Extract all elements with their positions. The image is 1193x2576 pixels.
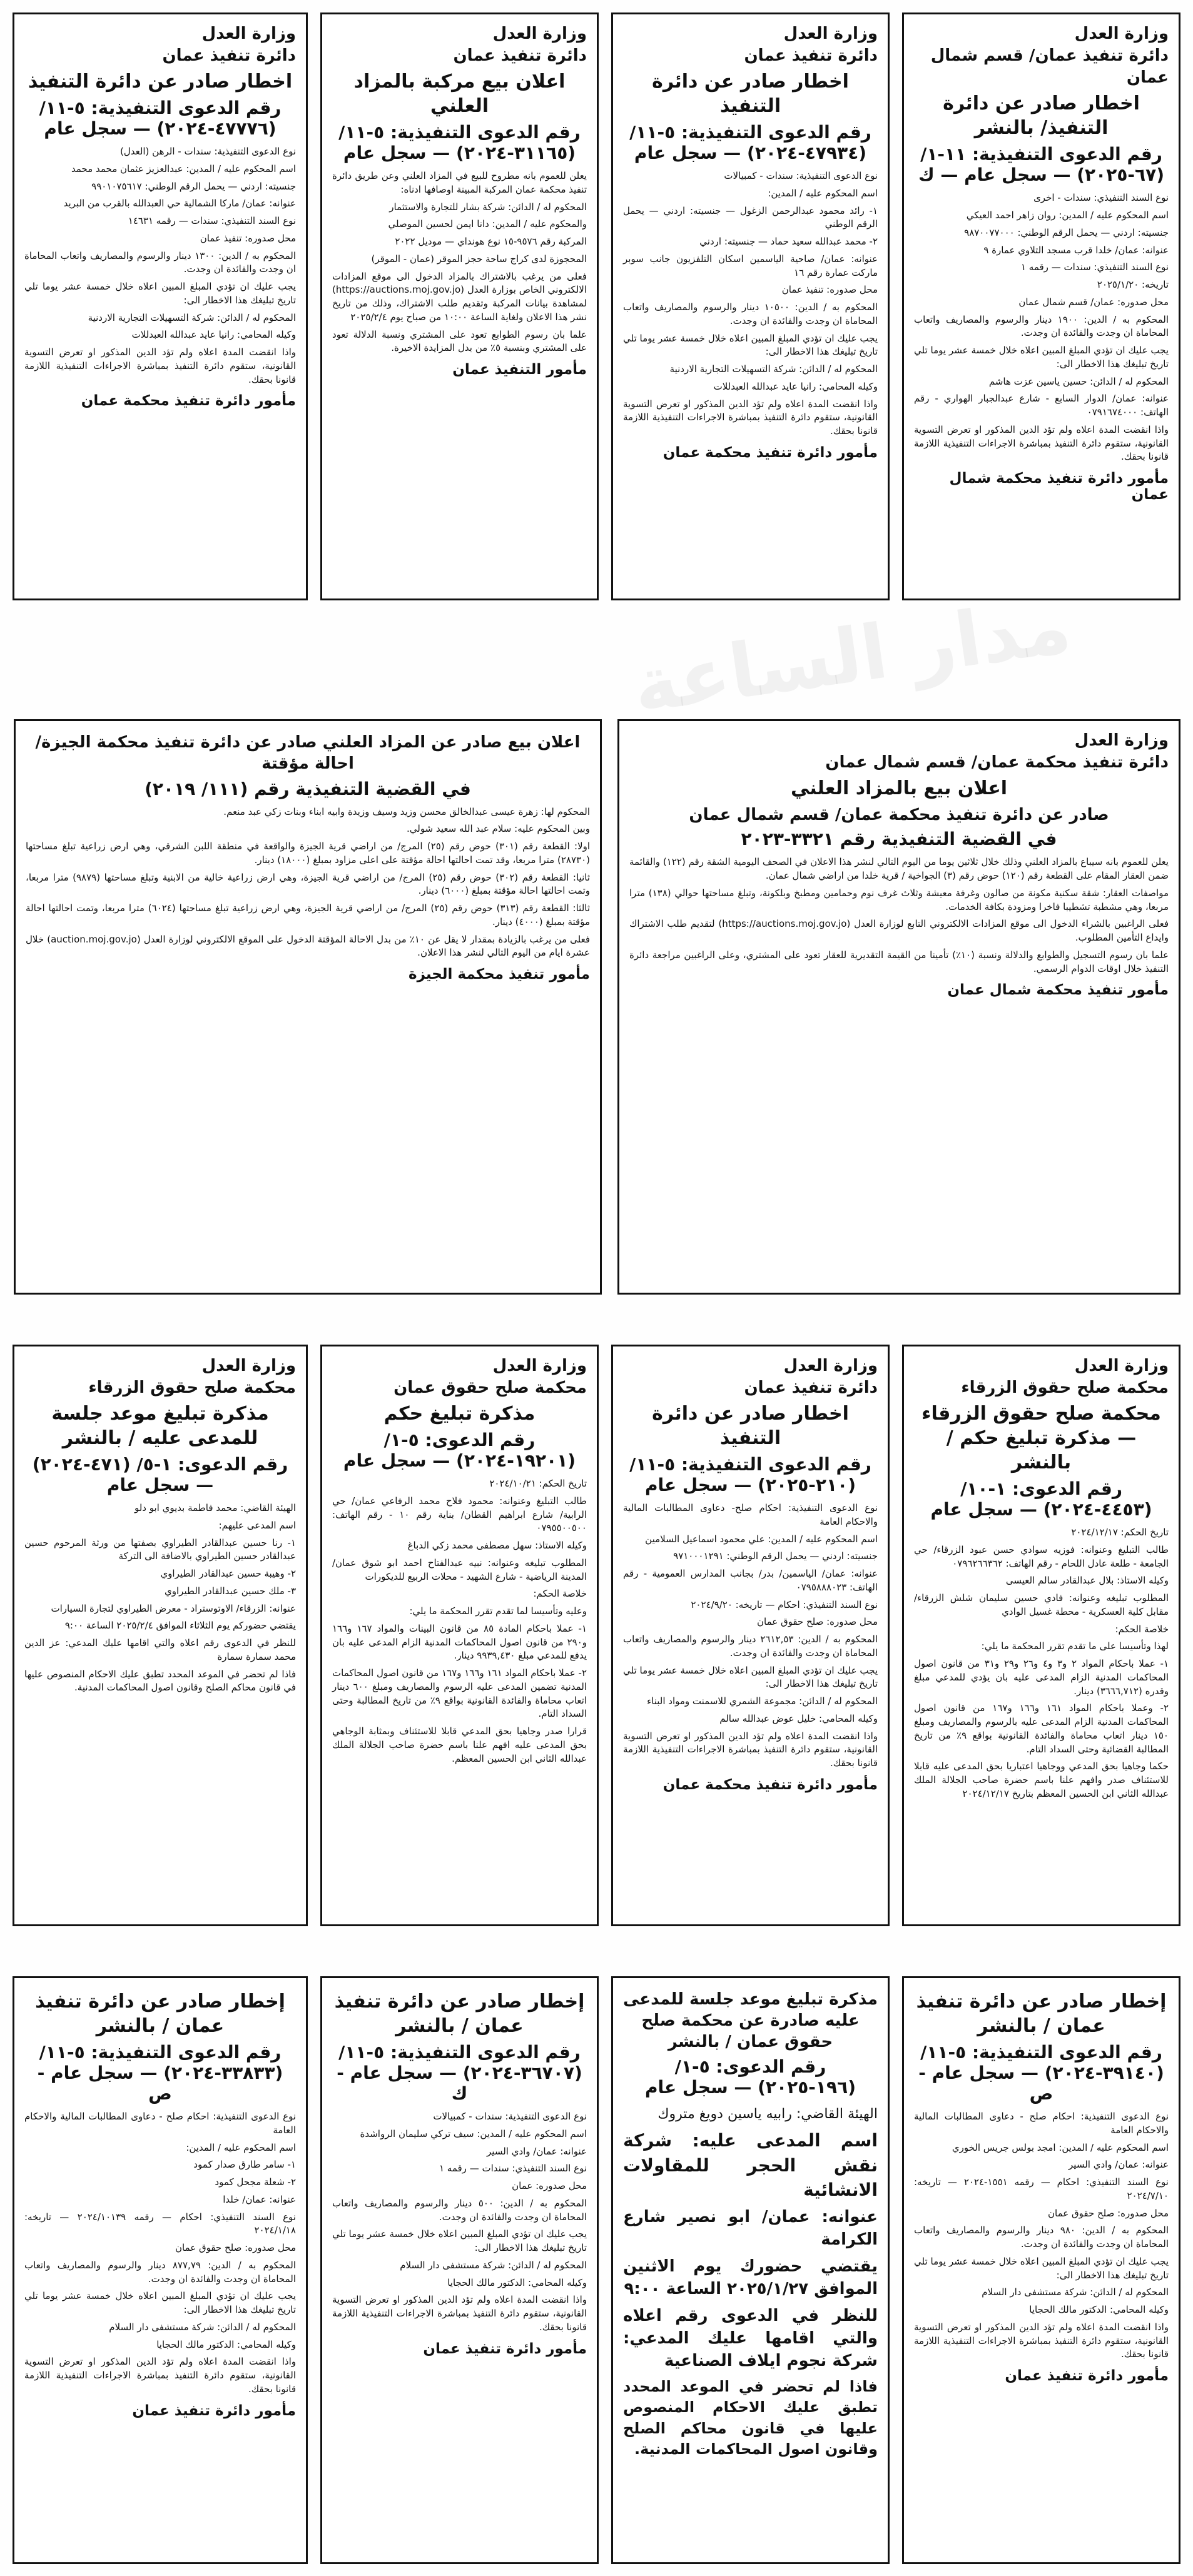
case-number: رقم الدعوى التنفيذية: ٥-١١/ (٤٧٩٣٤-٢٠٢٤) — سجل عام [629,122,871,164]
case-number: في القضية التنفيذية رقم ٣٣٢١-٢٠٢٣ [741,829,1057,850]
body-line: وبين المحكوم عليه: سلام عبد الله سعيد شولي. [407,823,590,835]
body-line: يعلن للعموم بانه مطروح للبيع في المزاد العلني وعن طريق دائرة تنفيذ محكمة عمان المركبة المبينة اوصافها ادناه: [332,170,587,195]
body-line: قرارا صدر وجاهيا بحق المدعي قابلا للاستئناف وبمثابة الوجاهي بحق المدعى عليه افهم علنا باسم حضرة صاحب الجلالة الملك عبدالله الثاني ابن الحسين المعظم. [332,1725,587,1764]
body-line: عنوانه: عمان/ ماركا الشمالية حي العبدالله بالقرب من البريد [63,198,296,210]
body-line: فعلى من يرغب بالاشتراك بالمزاد الدخول الى موقع المزادات الالكتروني الخاص بوزارة العدل (https://auctions.moj.gov.jo) لمشاهدة بيانات المركبة وتقديم طلب الاشتراك، وذلك من تاريخ نشر هذا الاعلان ولغاية الساعة ١٠:٠٠ من صباح يوم ٢٠٢٥/٢/٤ [332,270,587,323]
notice-title: محكمة صلح حقوق الزرقاء — مذكرة تبليغ حكم / بالنشر [921,1403,1161,1474]
body-line: طالب التبليغ وعنوانه: محمود فلاح محمد الرفاعي عمان/ حي الرابية/ شارع ابراهيم القطان/ بناية رقم ١٠ - رقم الهاتف: ٠٧٩٥٥٠٠٥٠٠ [332,1495,587,1534]
body-line: جنسيته: اردني — يحمل الرقم الوطني: ٩٧١٠٠٠١٢٩١ [673,1550,878,1562]
notice-title: مذكرة تبليغ موعد جلسة للمدعى عليه صادرة عن محكمة صلح حقوق عمان / بالنشر [623,1990,878,2051]
ministry: وزارة العدل [783,24,878,43]
body-line: المحكوم به / الدين: ١٩٠٠ دينار والرسوم والمصاريف واتعاب المحاماة ان وجدت والفائدة ان وجدت. [914,313,1169,339]
notice-title: إخطار صادر عن دائرة تنفيذ عمان / بالنشر [334,1991,585,2037]
body-line: فعلى الراغبين بالشراء الدخول الى موقع المزادات الالكتروني التابع لوزارة العدل (https://auctions.moj.gov.jo) لتقديم طلب الاشتراك وايداع التأمين المطلوب. [629,918,1169,944]
body-line: ثالثا: القطعة رقم (٣١٣) حوض رقم (٢٥) المرج/ من اراضي قرية الجيزة، وهي ارض زراعية تبلغ مساحتها (٦٠٢٤) مترا مربعا، وتمت احالتها احالة مؤقتة بمبلغ (٤٠٠٠) دينار. [26,902,591,927]
body-line: المطلوب تبليغه وعنوانه: فادي حسين سليمان شلش الزرقاء/ مقابل كلية العسكرية - محطة غسيل الوادي [914,1592,1169,1617]
notice-r2-1 [617,719,1180,1295]
body-line: وكيله الاستاذ: بلال عبدالقادر سالم العيسى [1005,1575,1169,1587]
body-line: لهذا وتأسيسا على ما تقدم تقرر المحكمة ما يلي: [981,1640,1169,1652]
case-number: رقم الدعوى التنفيذية: ٥-١١/ (٣٦٧٠٧-٢٠٢٤) — سجل عام - ك [337,2042,582,2104]
body-line: عنوانه: الزرقاء/ الاوتوستراد - معرض الطيراوي لتجارة السيارات [51,1602,296,1614]
body-line: يجب عليك ان تؤدي المبلغ المبين اعلاه خلال خمسة عشر يوما تلي تاريخ تبليغك هذا الاخطار الى: [332,2228,587,2253]
body-line: نوع الدعوى التنفيذية: احكام صلح - دعاوى المطالبات المالية والاحكام العامة [24,2111,296,2136]
ministry: وزارة العدل [492,24,587,43]
body-line: المحكوم له / الدائن: حسين ياسين عزت هاشم [988,375,1169,387]
body-line: عنوانه: عمان/ خلدا قرب مسجد التلاوي عمارة ٩ [983,244,1169,256]
body-line: عنوانه: عمان/ خلدا [223,2193,296,2205]
body-line: المحكوم له / الدائن: شركة التسهيلات التجارية الاردنية [88,311,296,323]
department: دائرة تنفيذ عمان [744,46,878,66]
body-line: الهيئة القاضي: محمد فاطمة بديوي ابو دلو [134,1502,296,1514]
signature: مأمور دائرة تنفيذ عمان [423,2340,587,2357]
body-line: المحكوم له / الدائن: شركة مستشفى دار السلام [982,2286,1169,2298]
notice-title: اعلان بيع بالمزاد العلني [790,777,1008,800]
body-line: المحكوم به / الدين: ١٣٠٠ دينار والرسوم والمصاريف واتعاب المحاماة ان وجدت والفائدة ان وجدت. [24,250,297,275]
notice-title: مذكرة تبليغ حكم [383,1403,536,1425]
department: دائرة تنفيذ عمان [453,46,587,66]
body-line: ٢- عملا باحكام المواد ١٦١ و١٦٦ و١٦٧ من قانون اصول المحاكمات المدنية تضمين المدعى عليه الرسوم والمصاريف ومبلغ ٦٠٠ دينار اتعاب محاماة والفائدة القانونية بواقع ٩٪ من تاريخ المطالبة وحتى السداد التام. [332,1667,587,1720]
notice-title: إخطار صادر عن دائرة تنفيذ عمان / بالنشر [35,1991,285,2037]
notice-title: اخطار صادر عن دائرة التنفيذ [652,1403,849,1450]
body-line: وكيله المحامي: الدكتور مالك الحجايا [156,2338,296,2350]
body-line: اسم المحكوم عليه / المدين: امجد بولس جريس الخوري [952,2141,1169,2153]
case-number: رقم الدعوى التنفيذية: ٥-١١/ (٣٩١٤٠-٢٠٢٤) — سجل عام - ص [918,2042,1164,2104]
body-line: محل صدوره: صلح حقوق عمان [175,2242,296,2253]
notice-r1-4 [13,13,308,600]
body-line: نوع السند التنفيذي: احكام — رقمه ٢٠٢٤/١٠١٣٩ — تاريخه: ٢٠٢٤/١/١٨ [24,2211,296,2236]
notice-r3-3 [320,1345,599,1926]
body-line: محل صدوره: صلح حقوق عمان [756,1616,878,1628]
body-line: اسم المدعى عليهم: [218,1519,296,1531]
body-line: نوع السند التنفيذي: احكام — تاريخه: ٢٠٢٤/٩/٢٠ [691,1599,878,1610]
notice-r4-1 [902,1976,1180,2564]
body-line: ١- عملا باحكام المادة ٨٥ من قانون البينات والمواد ١٦٧ و١٦٦ و٢٩٠ من قانون اصول المحاكمات المدنية الزام المدعى عليه بان يدفع للمدعي مبلغ ٩٩٣٩,٤٣٠ دينار. [332,1622,587,1662]
body-line: واذا انقضت المدة اعلاه ولم تؤد الدين المذكور او تعرض التسوية القانونية، ستقوم دائرة التنفيذ بمباشرة الاجراءات التنفيذية اللازمة قانونا بحقك. [914,423,1169,463]
body-line: اسم المدعى عليه: شركة نقش الحجر للمقاولات الانشائية [623,2130,878,2200]
body-line: عنوانه: عمان/ وادي السير [487,2145,587,2157]
notice-r1-3 [320,13,599,600]
body-line: المحكوم له / الدائن: شركة بشار للتجارة والاستثمار [389,201,587,213]
body-line: واذا انقضت المدة اعلاه ولم تؤد الدين المذكور او تعرض التسوية القانونية، ستقوم دائرة التنفيذ بمباشرة الاجراءات التنفيذية اللازمة قانونا بحقك. [623,398,878,437]
ministry: وزارة العدل [492,1356,587,1375]
department: محكمة صلح حقوق عمان [393,1378,587,1398]
body-line: يجب عليك ان تؤدي المبلغ المبين اعلاه خلال خمسة عشر يوما تلي تاريخ تبليغك هذا الاخطار الى: [24,2290,296,2315]
department: دائرة تنفيذ محكمة عمان/ قسم شمال عمان [825,753,1169,772]
body-line: يجب عليك ان تؤدي المبلغ المبين اعلاه خلال خمسة عشر يوما تلي تاريخ تبليغك هذا الاخطار الى: [914,2255,1169,2281]
signature: مأمور دائرة تنفيذ محكمة عمان [662,1776,878,1793]
body-line: ١- عملا باحكام المواد ٢ و٣ و٤ و٢٦ و٢٩ و٣١ من قانون اصول المحاكمات المدنية الزام المدعى عليه بان يؤدي للمدعي مبلغ وقدره (٣٦٦٦,٧١٢) دينار. [914,1658,1169,1697]
body-line: محل صدوره: تنفيذ عمان [200,232,296,244]
body-line: اسم المحكوم عليه / المدين: روان زاهر احمد العيكي [966,210,1169,221]
body-line: نوع الدعوى التنفيذية: سندات - كمبيالات [724,170,878,182]
body-line: محل صدوره: صلح حقوق عمان [1047,2207,1169,2219]
notice-r4-3 [320,1976,599,2564]
department: دائرة تنفيذ عمان [162,46,296,66]
ministry: وزارة العدل [1074,1356,1169,1375]
body-line: عنوانه: عمان/ صاحية الياسمين اسكان التلفزيون جانب سوبر ماركت عمارة رقم ١٦ [623,253,878,278]
signature: مأمور دائرة تنفيذ عمان [1005,2368,1169,2384]
body-line: يقتضي حضوركم يوم الثلاثاء الموافق ٢٠٢٥/٢/٤ الساعة ٩:٠٠ [64,1620,296,1632]
case-number: رقم الدعوى التنفيذية: ٥-١١/ (٤٧٧٧٦-٢٠٢٤) — سجل عام [39,98,282,139]
body-line: اولا: القطعة رقم (٣٠١) حوض رقم (٢٥) المرج/ من اراضي قرية الجيزة والواقعة في منطقة اللبن الشرقي، وهي ارض زراعية تبلغ مساحتها (٢٨٧٣٠) مترا مربعا، وقد تمت احالتها احالة مؤقتة على اعلى مزاود بمبلغ (١٨٠٠٠) دينار. [26,841,591,866]
body-line: تاريخ الحكم: ٢٠٢٤/١٠/٢١ [489,1478,587,1490]
department: دائرة تنفيذ عمان [744,1378,878,1398]
body-line: الهيئة القاضي: رابيه ياسين دويغ متروك [657,2106,878,2123]
body-line: علما بان رسوم التسجيل والطوابع والدلالة ونسبة (١٠٪) تأمينا من القيمة التقديرية للعقار تعود على المشتري، وعلى الراغبين مراجعة دائرة التنفيذ خلال اوقات الدوام الرسمي. [629,949,1169,974]
body-line: علما بان رسوم الطوابع تعود على المشتري ونسبة الدلالة تعود على المشتري وبنسبة ٥٪ من بدل المزايدة الاخيرة. [332,328,587,354]
body-line: المحكوم له / الدائن: شركة مستشفى دار السلام [109,2321,296,2333]
body-line: تاريخ الحكم: ٢٠٢٤/١٢/١٧ [1071,1527,1169,1538]
ministry: وزارة العدل [1074,731,1169,750]
body-line: وكيله المحامي: رانيا عايد عبدالله العبدللات [131,329,296,341]
signature: مأمور دائرة تنفيذ محكمة شمال عمان [949,470,1169,503]
case-number: رقم الدعوى: ٥-١/ (١٩٦-٢٠٢٥) — سجل عام [645,2056,856,2098]
body-line: محل صدوره: عمان [512,2180,587,2191]
case-number: رقم الدعوى: ٥-١/ (١٩٢٠١-٢٠٢٤) — سجل عام [343,1430,576,1472]
body-line: المطلوب تبليغه وعنوانه: نبيه عبدالفتاح احمد ابو شوق عمان/ المدينة الرياضية - شارع الشهيد - محلات الربيع للديكورات [332,1557,587,1582]
body-line: نوع السند التنفيذي: احكام — رقمه ١٥٥١-٢٠٢٤ — تاريخه: ٢٠٢٤/٧/١٠ [914,2176,1169,2201]
body-line: طالب التبليغ وعنوانه: فوزيه سوادي حسن عبود الزرقاء/ حي الجامعة - طلعة عادل اللحام - رقم الهاتف: ٠٧٩٦٢٦٦٣٦٢ [914,1543,1169,1569]
body-line: ٢- وهيبة حسين عبدالقادر الطيراوي [160,1568,296,1580]
notice-r3-2 [611,1345,890,1926]
body-line: نوع الدعوى التنفيذية: احكام صلح- دعاوى المطالبات المالية والاحكام العامة [623,1502,878,1527]
body-line: تاريخه: ٢٠٢٥/١/٢٠ [1097,279,1169,291]
body-line: وكيله الاستاذ: سهل مصطفى محمد زكي الدباغ [407,1540,587,1552]
signature: مأمور دائرة تنفيذ محكمة عمان [662,444,878,461]
body-line: فاذا لم تحضر في الموعد المحدد تطبق عليك الاحكام المنصوص عليها في قانون محاكم الصلح وقانون اصول المحاكمات المدنية. [24,1668,296,1694]
body-line: وكيله المحامي: رانيا عايد عبدالله العبدللات [713,380,878,392]
body-line: عنوانه: عمان/ ابو نصير شارع الكرامة [623,2207,878,2250]
body-line: واذا انقضت المدة اعلاه ولم تؤد الدين المذكور او تعرض التسوية القانونية، ستقوم دائرة التنفيذ بمباشرة الاجراءات التنفيذية اللازمة قانونا بحقك. [914,2321,1169,2360]
body-line: والمحكوم عليه / المدين: دانا ايمن لحسين الموصلي [388,218,587,230]
body-line: يجب عليك ان تؤدي المبلغ المبين اعلاه خلال خمسة عشر يوما تلي تاريخ تبليغك هذا الاخطار الى: [623,1664,878,1690]
department: دائرة تنفيذ عمان/ قسم شمال عمان [930,46,1169,88]
body-line: مواصفات العقار: شقة سكنية مكونة من صالون وغرفة معيشة وثلاث غرف نوم وحمامين ومطبخ وبلكونة، وتبلغ مساحتها حوالي (١٣٨) مترا مربعا، وهي مشطبة تشطيبا فاخرا ومزودة بكافة الخدمات. [629,887,1169,912]
body-line: ثانيا: القطعة رقم (٣٠٢) حوض رقم (٢٥) المرج/ من اراضي قرية الجيزة، وهي ارض زراعية خالية من الابنية وتبلغ مساحتها (٩٨٧٩) مترا مربعا، وتمت احالتها احالة مؤقتة بمبلغ (٦٠٠٠) دينار. [26,871,590,897]
body-line: ٢- وعملا باحكام المواد ١٦١ و١٦٦ و١٦٧ من قانون اصول المحاكمات المدنية الزام المدعى عليه بالرسوم والمصاريف ومبلغ ١٥٠ دينار اتعاب محاماة والفائدة القانونية بواقع ٩٪ من تاريخ المطالبة القضائية وحتى السداد التام. [914,1702,1169,1755]
body-line: وكيله المحامي: الدكتور مالك الحجايا [447,2276,587,2288]
body-line: ١- سامر طارق صدار كمود [193,2159,296,2171]
case-number: رقم الدعوى التنفيذية: ٥-١١/ (٣١١٦٥-٢٠٢٤) — سجل عام [338,122,581,164]
signature: مأمور دائرة تنفيذ محكمة عمان [81,393,296,410]
case-number: رقم الدعوى التنفيذية: ٥-١١/ (٣٣٨٣٣-٢٠٢٤) — سجل عام - ص [37,2042,283,2104]
ministry: وزارة العدل [201,24,296,43]
body-line: ٣- ملك حسين عبدالقادر الطيراوي [165,1585,296,1597]
case-number: رقم الدعوى: ١-٥/ (٤٧١-٢٠٢٤) — سجل عام [32,1454,288,1496]
watermark: مدار الساعة [627,582,1076,730]
case-number: رقم الدعوى التنفيذية: ١١-١/ (٦٧-٢٠٢٥) — سجل عام — ك [918,144,1165,186]
case-number: رقم الدعوى: ١-١٠/ (٤٤٥٣-٢٠٢٤) — سجل عام [930,1478,1152,1520]
notice-title: مذكرة تبليغ موعد جلسة للمدعى عليه / بالنشر [51,1403,269,1450]
body-line: للنظر في الدعوى رقم اعلاه والتي اقامها عليك المدعي: شركة نجوم ايلاف الصناعية [623,2306,878,2371]
notice-title: اعلان بيع مركبة بالمزاد العلني [353,71,566,118]
notice-r3-4 [13,1345,308,1926]
body-line: ٢- محمد عبدالله سعيد حماد — جنسيته: اردني [699,236,878,248]
signature: مأمور تنفيذ محكمة الجيزة [409,966,590,983]
body-line: محل صدوره: تنفيذ عمان [781,284,878,296]
body-line: المحجوزة لدى كراج ساحة حجز الموقر (عمان - الموقر) [371,253,587,265]
case-number: في القضية التنفيذية رقم (١١١/ ٢٠١٩) [145,778,471,799]
body-line: جنسيته: اردني — يحمل الرقم الوطني: ٩٩٠١٠٧٥٦١٧ [91,180,296,192]
body-line: المحكوم له / الدائن: شركة مستشفى دار السلام [400,2259,587,2271]
notice-r1-1 [902,13,1180,600]
body-line: نوع الدعوى التنفيذية: سندات - الرهن (العدل) [119,146,296,158]
notice-r4-2 [611,1976,890,2564]
body-line: للنظر في الدعوى رقم اعلاه والتي اقامها عليك المدعي: عز الدين محمد سمارة سمارة [24,1637,296,1662]
notice-r1-2 [611,13,890,600]
body-line: فعلى من يرغب بالزيادة بمقدار لا يقل عن ١٠٪ من بدل الاحالة المؤقتة الدخول على الموقع الالكتروني لوزارة العدل (auction.moj.gov.jo) خلال عشرة ايام من اليوم التالي لنشر هذا الاعلان. [26,933,590,959]
ministry: وزارة العدل [1074,24,1169,43]
body-line: المحكوم له / الدائن: مجموعة الشمري للاسمنت ومواد البناء [647,1695,878,1707]
body-line: المحكوم به / الدين: ١٠٥٠٠ دينار والرسوم والمصاريف واتعاب المحاماة ان وجدت والفائدة ان وجدت. [623,301,878,326]
body-line: يجب عليك ان تؤدي المبلغ المبين اعلاه خلال خمسة عشر يوما تلي تاريخ تبليغك هذا الاخطار الى: [914,345,1169,370]
body-line: نوع السند التنفيذي: سندات - اخرى [1033,192,1169,204]
signature: مأمور دائرة تنفيذ عمان [132,2402,296,2419]
body-line: يقتضي حضورك يوم الاثنين الموافق ٢٠٢٥/١/٢٧ الساعة ٩:٠٠ [623,2256,878,2299]
body-line: اسم المحكوم عليه / المدين: سيف تركي سليمان الرواشدة [360,2128,587,2139]
body-line: واذا انقضت المدة اعلاه ولم تؤد الدين المذكور او تعرض التسوية القانونية، ستقوم دائرة التنفيذ بمباشرة الاجراءات التنفيذية اللازمة قانونا بحقك. [24,2356,296,2395]
body-line: عنوانه: عمان/ وادي السير [1069,2159,1169,2171]
body-line: يجب عليك ان تؤدي المبلغ المبين اعلاه خلال خمسة عشر يوما تلي تاريخ تبليغك هذا الاخطار الى: [24,281,296,306]
body-line: المحكوم له / الدائن: شركة التسهيلات التجارية الاردنية [669,363,878,375]
body-line: نوع الدعوى التنفيذية: احكام صلح - دعاوى المطالبات المالية والاحكام العامة [914,2111,1169,2136]
department: محكمة صلح حقوق الزرقاء [961,1378,1169,1398]
body-line: نوع السند التنفيذي: سندات — رقمه ١٤٦٣١ [128,215,296,227]
body-line: المحكوم به / الدين: ٢٦١٢,٥٣ دينار والرسوم والمصاريف واتعاب المحاماة ان وجدت والفائدة ان وجدت. [623,1634,878,1659]
ministry: وزارة العدل [201,1356,296,1375]
body-line: ١- رائد محمود عبدالرحمن الزغول — جنسيته: اردني — يحمل الرقم الوطني [623,205,878,230]
body-line: خلاصة الحكم: [1115,1623,1169,1635]
body-line: عنوانه: عمان/ الدوار السابع - شارع عبدالجبار الهواري - رقم الهاتف: ٠٧٩١٦٧٤٠٠٠ [914,393,1169,418]
body-line: اسم المحكوم عليه / المدين: عبدالعزيز عثمان محمد محمد [71,163,296,174]
body-line: اسم المحكوم عليه / المدين: علي محمود اسماعيل السلامين [645,1533,878,1545]
body-line: المحكوم به / الدين: ٩٨٠ دينار والرسوم والمصاريف واتعاب المحاماة ان وجدت والفائدة ان وجدت. [914,2225,1169,2250]
department: محكمة صلح حقوق الزرقاء [88,1378,296,1398]
body-line: المحكوم لها: زهرة عيسى عبدالخالق محسن وزيد وسيف وزيدة وابيه ابناء وبنات زكي عبد منعم. [223,806,590,817]
body-line: نوع السند التنفيذي: سندات — رقمه ١ [439,2163,587,2174]
body-line: فاذا لم تحضر في الموعد المحدد تطبق عليك الاحكام المنصوص عليها في قانون محاكم الصلح وقانون اصول المحاكمات المدنية. [623,2377,878,2458]
notice-title: اعلان بيع صادر عن المزاد العلني صادر عن دائرة تنفيذ محكمة الجيزة/ احالة مؤقتة [35,733,581,773]
body-line: نوع الدعوى التنفيذية: سندات - كمبيالات [433,2111,587,2122]
body-line: واذا انقضت المدة اعلاه ولم تؤد الدين المذكور او تعرض التسوية القانونية، ستقوم دائرة التنفيذ بمباشرة الاجراءات التنفيذية اللازمة قانونا بحقك. [24,346,296,385]
body-line: حكما وجاهيا بحق المدعي ووجاهيا اعتباريا بحق المدعى عليه قابلا للاستئناف صدر وافهم علنا باسم حضرة صاحب الجلالة الملك عبدالله الثاني ابن الحسين المعظم بتاريخ ٢٠٢٤/١٢/١٧ [914,1760,1169,1799]
body-line: يعلن للعموم بانه سيباع بالمزاد العلني وذلك خلال ثلاثين يوما من اليوم التالي لنشر هذا الاعلان في الصحف اليومية الشقة رقم (١٢٢) والقائمة ضمن العقار المقام على القطعة رقم (١٢٠) حوض رقم (٣) الجواخية / قرية خلدا من اراضي شمال عمان. [629,856,1169,882]
notice-title: اخطار صادر عن دائرة التنفيذ/ بالنشر [943,93,1140,139]
notice-r3-1 [902,1345,1180,1926]
body-line: وكيله المحامي: الدكتور مالك الحجايا [1029,2304,1169,2315]
body-line: اسم المحكوم عليه / المدين: [186,2141,296,2153]
body-line: ٢- شعلة مجحل كمود [215,2176,296,2188]
body-line: محل صدوره: عمان/ قسم شمال عمان [1018,296,1169,308]
body-line: خلاصة الحكم: [533,1588,587,1600]
body-line: عنوانه: عمان/ الياسمين/ بدر/ بجانب المدارس العمومية - رقم الهاتف: ٠٧٩٥٨٨٨٠٢٣ [623,1568,878,1593]
body-line: وكيله المحامي: خليل عوض عبدالله سالم [719,1712,878,1724]
notice-title: اخطار صادر عن دائرة التنفيذ [28,71,293,93]
body-line: المركبة رقم ٩٥٧٦-١٥ نوع هونداي — موديل ٢٠٢٢ [395,236,587,248]
notice-subtitle: صادر عن دائرة تنفيذ محكمة عمان/ قسم شمال عمان [689,806,1109,825]
case-number: رقم الدعوى التنفيذية: ٥-١١/ (٢١٠-٢٠٢٥) — سجل عام [629,1454,871,1496]
body-line: ١- رنا حسين عبدالقادر الطيراوي بصفتها من ورثة المرحوم حسين عبدالقادر حسين الطيراوي بالاضافة الى التركة [24,1537,296,1562]
body-line: نوع السند التنفيذي: سندات — رقمه ١ [1020,261,1169,273]
signature: مأمور التنفيذ عمان [452,361,587,378]
ministry: وزارة العدل [783,1356,878,1375]
body-line: واذا انقضت المدة اعلاه ولم تؤد الدين المذكور او تعرض التسوية القانونية، ستقوم دائرة التنفيذ بمباشرة الاجراءات التنفيذية اللازمة قانونا بحقك. [332,2294,587,2333]
body-line: يجب عليك ان تؤدي المبلغ المبين اعلاه خلال خمسة عشر يوما تلي تاريخ تبليغك هذا الاخطار الى: [623,332,878,358]
body-line: المحكوم به / الدين: ٥٠٠ دينار والرسوم والمصاريف واتعاب المحاماة ان وجدت والفائدة ان وجدت. [332,2197,587,2223]
notice-title: إخطار صادر عن دائرة تنفيذ عمان / بالنشر [916,1991,1167,2037]
notice-r2-2 [14,719,602,1295]
body-line: اسم المحكوم عليه / المدين: [768,187,878,199]
body-line: وعليه وتأسيسا لما تقدم تقرر المحكمة ما يلي: [409,1605,587,1617]
body-line: واذا انقضت المدة اعلاه ولم تؤد الدين المذكور او تعرض التسوية القانونية، ستقوم دائرة التنفيذ بمباشرة الاجراءات التنفيذية اللازمة قانونا بحقك. [623,1730,878,1769]
signature: مأمور تنفيذ محكمة شمال عمان [947,982,1169,999]
body-line: جنسيته: اردني — يحمل الرقم الوطني: ٩٨٧٠٠٧٧٠٠٠ [964,226,1169,238]
notice-title: اخطار صادر عن دائرة التنفيذ [652,71,849,118]
notice-r4-4 [13,1976,308,2564]
body-line: المحكوم به / الدين: ٨٧٧,٧٩ دينار والرسوم والمصاريف واتعاب المحاماة ان وجدت والفائدة ان وجدت. [24,2259,296,2285]
